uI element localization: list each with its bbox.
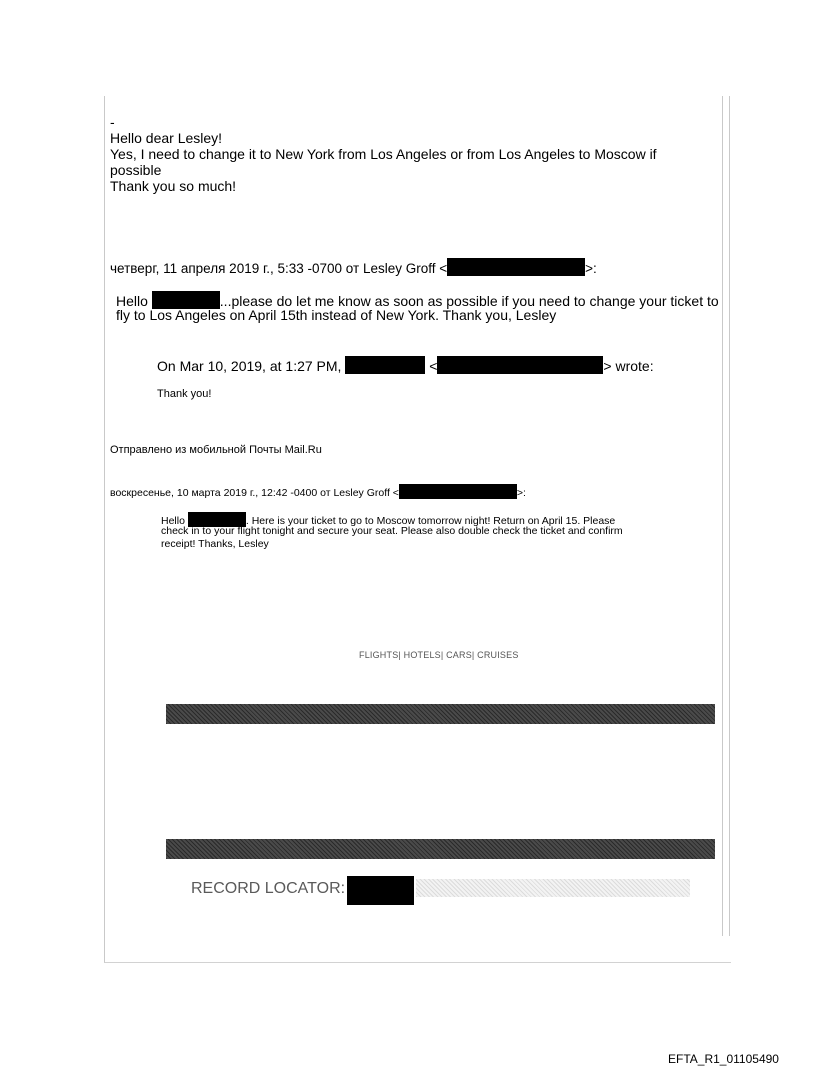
quote3-body-rest: . Here is your ticket to go to Moscow tomorrow night! Return on April 15. Please (245, 515, 616, 527)
reply-closing: Thank you so much! (110, 178, 237, 194)
redacted-email-address (447, 258, 585, 276)
quote3-header-prefix: воскресенье, 10 марта 2019 г., 12:42 -0400 от Lesley Groff < (110, 487, 399, 499)
quote1-header (110, 258, 597, 277)
redacted-record-locator (347, 876, 414, 905)
quote3-body-line-2: check in to your flight tonight and secure your seat. Please also double check the ticket and confirm (161, 525, 623, 537)
record-locator-label: RECORD LOCATOR: (191, 880, 346, 897)
quote2-header (157, 356, 654, 374)
quote1-body-hello: Hello (116, 293, 148, 309)
quote3-body-hello: Hello (161, 515, 185, 527)
quote2-header-prefix: On Mar 10, 2019, at 1:27 PM, (157, 358, 342, 374)
email-frame-right-border (722, 96, 730, 936)
itinerary-header-band (166, 704, 715, 724)
record-locator-bar (416, 879, 690, 897)
reply-body-line-1: Yes, I need to change it to New York from Los Angeles or from Los Angeles to Moscow if (110, 146, 657, 162)
quote1-header-suffix: >: (585, 261, 597, 276)
quote2-header-suffix: > wrote: (603, 358, 654, 374)
reply-greeting: Hello dear Lesley! (110, 130, 223, 146)
quote1-body-line-2: fly to Los Angeles on April 15th instead of New York. Thank you, Lesley (116, 307, 557, 323)
mail-ru-signature: Отправлено из мобильной Почты Mail.Ru (110, 444, 322, 456)
quote2-header-lt: < (429, 358, 438, 374)
travel-nav-links: FLIGHTS| HOTELS| CARS| CRUISES (359, 650, 519, 660)
quote3-header-suffix: >: (516, 487, 526, 499)
redacted-sender-name (345, 356, 425, 374)
redacted-sender-email (437, 356, 603, 374)
quote1-header-prefix: четверг, 11 апреля 2019 г., 5:33 -0700 от Lesley Groff < (110, 261, 448, 276)
separator-dash: - (110, 114, 115, 130)
document-id: EFTA_R1_01105490 (668, 1052, 779, 1066)
itinerary-section-band (166, 839, 715, 859)
quote1-body-rest: ...please do let me know as soon as possible if you need to change your ticket to (219, 293, 719, 309)
quote2-body: Thank you! (157, 388, 212, 400)
quote3-header (110, 484, 526, 499)
reply-body-line-2: possible (110, 162, 162, 178)
redacted-email-address (399, 484, 517, 499)
quote3-body-line-3: receipt! Thanks, Lesley (161, 538, 269, 550)
